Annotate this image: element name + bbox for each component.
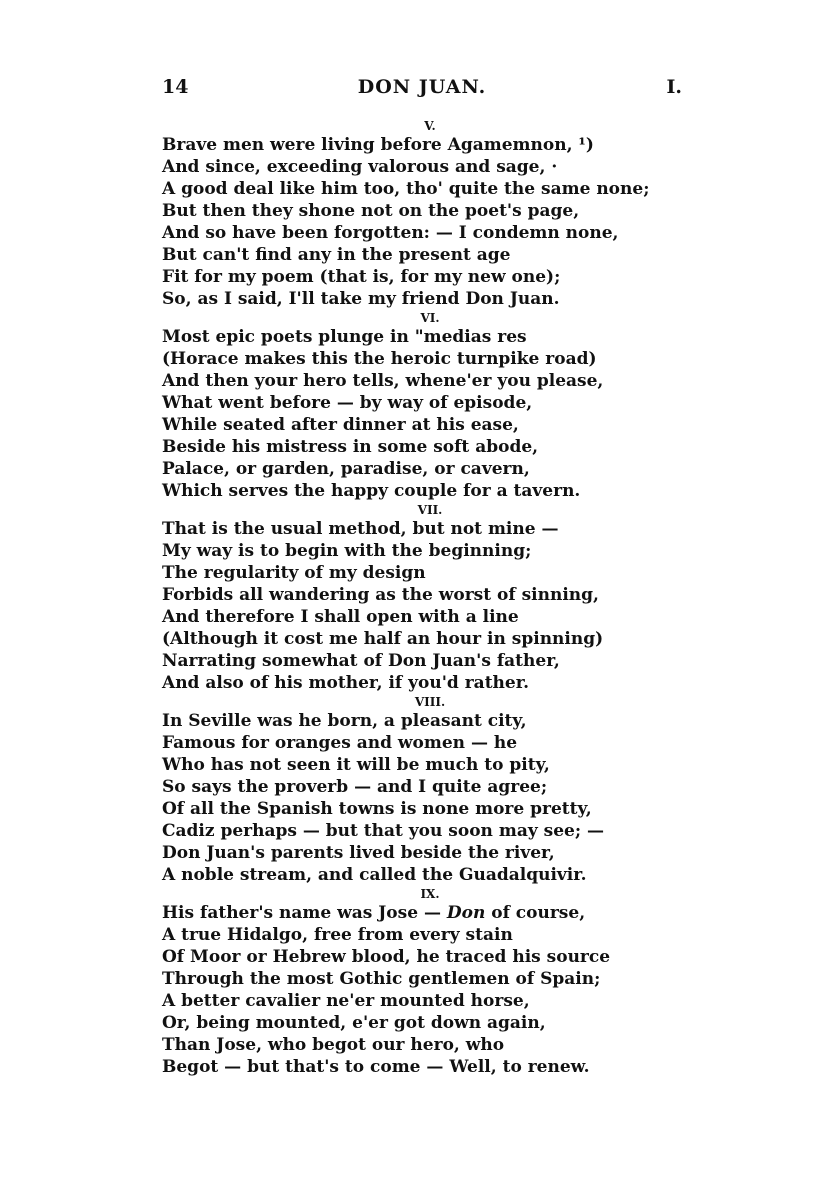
verse-line: What went before — by way of episode, [162, 393, 533, 413]
verse-line: So, as I said, I'll take my friend Don Juan. [162, 289, 560, 309]
verse-line: (Horace makes this the heroic turnpike road) [162, 349, 597, 369]
verse-line: In Seville was he born, a pleasant city, [162, 711, 527, 731]
verse-line: Beside his mistress in some soft abode, [162, 437, 539, 457]
verse-line: Palace, or garden, paradise, or cavern, [162, 459, 530, 479]
verse-line: Of Moor or Hebrew blood, he traced his source [162, 947, 611, 967]
verse-line: So says the proverb — and I quite agree; [162, 777, 548, 797]
verse-line: (Although it cost me half an hour in spinning) [162, 629, 604, 649]
verse-line: While seated after dinner at his ease, [162, 415, 519, 435]
poem-body [162, 118, 682, 1078]
verse-line: His father's name was Jose — Don of course, [162, 903, 586, 923]
verse-line: A better cavalier ne'er mounted horse, [162, 991, 530, 1011]
verse-line: The regularity of my design [162, 563, 426, 583]
verse-line: Cadiz perhaps — but that you soon may see; — [162, 821, 605, 841]
verse-line: A true Hidalgo, free from every stain [162, 925, 513, 945]
verse-line: My way is to begin with the beginning; [162, 541, 532, 561]
verse-line: Brave men were living before Agamemnon, ¹) [162, 135, 594, 155]
verse-line: And since, exceeding valorous and sage, · [162, 157, 558, 177]
verse-line: Fit for my poem (that is, for my new one); [162, 267, 561, 287]
verse-line: Don Juan's parents lived beside the river, [162, 843, 555, 863]
canto-number: I. [666, 76, 682, 98]
running-header [162, 76, 682, 104]
running-title: DON JUAN. [357, 76, 487, 98]
verse-line: And therefore I shall open with a line [162, 607, 519, 627]
verse-line: Most epic poets plunge in "medias res [162, 327, 527, 347]
verse-line: Forbids all wandering as the worst of sinning, [162, 585, 599, 605]
verse-line: And then your hero tells, whene'er you please, [162, 371, 604, 391]
verse-line: Or, being mounted, e'er got down again, [162, 1013, 546, 1033]
verse-line: Who has not seen it will be much to pity, [162, 755, 550, 775]
stanza-number: IX. [420, 887, 440, 901]
verse-line: Narrating somewhat of Don Juan's father, [162, 651, 560, 671]
verse-line: Of all the Spanish towns is none more pretty, [162, 799, 592, 819]
verse-line: But can't find any in the present age [162, 245, 511, 265]
verse-line: A good deal like him too, tho' quite the same none; [162, 179, 650, 199]
stanza-number: VIII. [414, 695, 446, 709]
verse-line: And so have been forgotten: — I condemn none, [162, 223, 619, 243]
verse-line: But then they shone not on the poet's page, [162, 201, 580, 221]
stanza-number: VII. [417, 503, 443, 517]
verse-line: Which serves the happy couple for a tavern. [162, 481, 581, 501]
verse-line: Through the most Gothic gentlemen of Spain; [162, 969, 601, 989]
verse-line: Than Jose, who begot our hero, who [162, 1035, 505, 1055]
verse-line: Begot — but that's to come — Well, to renew. [162, 1057, 590, 1077]
stanza-number: VI. [420, 311, 440, 325]
verse-line: That is the usual method, but not mine — [162, 519, 559, 539]
page-number: 14 [162, 76, 189, 98]
stanza-number: V. [424, 119, 436, 133]
verse-line: A noble stream, and called the Guadalquivir. [162, 865, 587, 885]
verse-line: Famous for oranges and women — he [162, 733, 518, 753]
verse-line: And also of his mother, if you'd rather. [162, 673, 530, 693]
